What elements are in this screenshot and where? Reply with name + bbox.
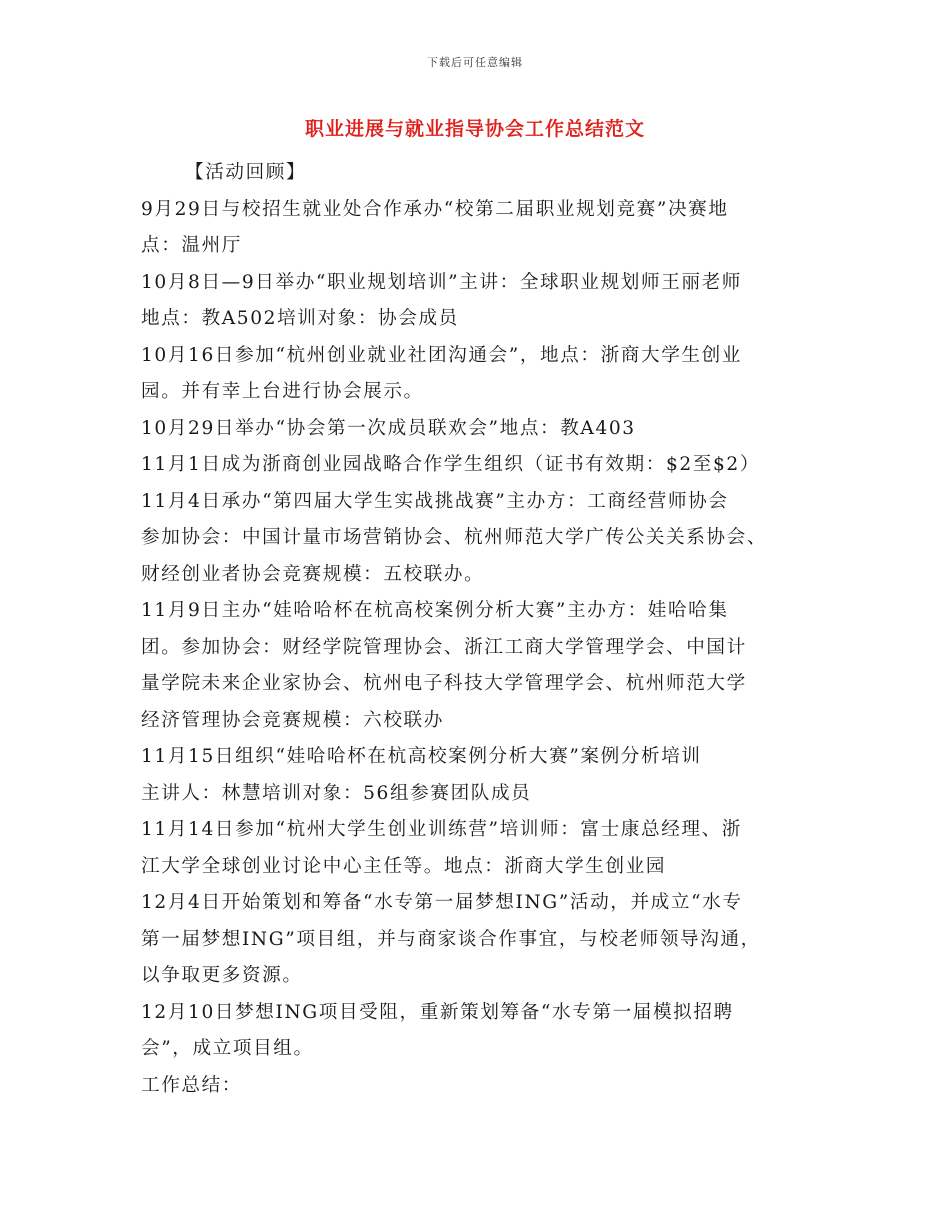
paragraph-line: 量学院未来企业家协会、杭州电子科技大学管理学会、杭州师范大学 (141, 673, 747, 694)
paragraph-line: 11月15日组织“娃哈哈杯在杭高校案例分析大赛”案例分析培训 (141, 746, 702, 767)
paragraph-line: 园。并有幸上台进行协会展示。 (141, 381, 424, 402)
paragraph-line: 11月14日参加“杭州大学生创业训练营”培训师：富士康总经理、浙 (141, 819, 742, 840)
paragraph-line: 9月29日与校招生就业处合作承办“校第二届职业规划竞赛”决赛地 (141, 198, 729, 220)
paragraph-line: 11月9日主办“娃哈哈杯在杭高校案例分析大赛”主办方：娃哈哈集 (141, 600, 729, 621)
paragraph-line: 团。参加协会：财经学院管理协会、浙江工商大学管理学会、中国计 (141, 636, 747, 658)
paragraph-line: 12月4日开始策划和筹备“水专第一届梦想ING”活动，并成立“水专 (141, 892, 743, 913)
paragraph-line: 参加协会：中国计量市场营销协会、杭州师范大学广传公关关系协会、 (141, 527, 768, 548)
paragraph-line: 12月10日梦想ING项目受阻，重新策划筹备“水专第一届模拟招聘 (141, 1001, 734, 1023)
paragraph-line: 11月1日成为浙商创业园战略合作学生组织（证书有效期：$2至$2） (141, 454, 761, 475)
paragraph-line: 以争取更多资源。 (141, 965, 303, 986)
paragraph-line: 10月16日参加“杭州创业就业社团沟通会”，地点：浙商大学生创业 (141, 344, 742, 366)
paragraph-line: 主讲人：林慧培训对象：56组参赛团队成员 (141, 782, 532, 804)
section-heading-work-summary: 工作总结： (141, 1074, 242, 1096)
paragraph-line: 10月29日举办“协会第一次成员联欢会”地点：教A403 (141, 417, 636, 439)
section-heading-activity-review: 【活动回顾】 (185, 162, 307, 183)
paragraph-line: 江大学全球创业讨论中心主任等。地点：浙商大学生创业园 (141, 855, 667, 877)
paragraph-line: 财经创业者协会竞赛规模：五校联办。 (141, 563, 485, 585)
paragraph-line: 10月8日—9日举办“职业规划培训”主讲：全球职业规划师王丽老师 (141, 271, 742, 293)
document-title: 职业进展与就业指导协会工作总结范文 (304, 118, 645, 140)
header-note: 下载后可任意编辑 (427, 56, 523, 69)
paragraph-line: 会”，成立项目组。 (141, 1038, 314, 1059)
paragraph-line: 点：温州厅 (141, 235, 242, 256)
paragraph-line: 经济管理协会竞赛规模：六校联办 (141, 709, 444, 731)
paragraph-line: 11月4日承办“第四届大学生实战挑战赛”主办方：工商经营师协会 (141, 490, 729, 512)
paragraph-line: 第一届梦想ING”项目组，并与商家谈合作事宜，与校老师领导沟通， (141, 928, 761, 950)
paragraph-line: 地点：教A502培训对象：协会成员 (141, 308, 459, 329)
document-body (141, 155, 813, 1104)
